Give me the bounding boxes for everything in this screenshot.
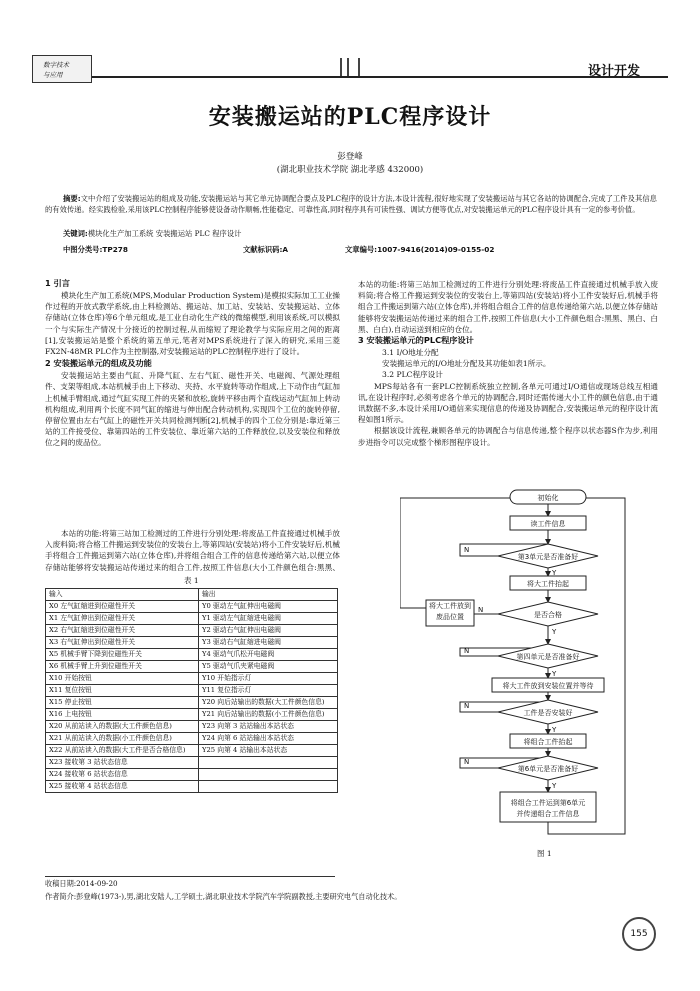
table-cell-input: X24 接收第 6 站状态信息 — [46, 769, 199, 781]
doc-code: 文献标识码:A — [243, 245, 289, 254]
fc-yes-label: Y — [552, 628, 557, 636]
table-row — [46, 613, 338, 625]
fc-decision-installed: 工件是否安装好 — [523, 709, 573, 717]
fc-lift: 将大工件抬起 — [527, 580, 569, 588]
table-row — [46, 781, 338, 793]
fc-decision-3: 第3单元是否准备好 — [517, 553, 579, 561]
table-cell-output: Y2 驱动右气缸伸出电磁阀 — [199, 625, 338, 637]
table-row — [46, 721, 338, 733]
table-row — [46, 625, 338, 637]
table-cell-output: Y5 驱动气爪夹紧电磁阀 — [199, 661, 338, 673]
affiliation: (湖北职业技术学院 湖北孝感 432000) — [276, 165, 424, 175]
table-cell-input: X20 从前站读入的数据(大工件颜色信息) — [46, 721, 199, 733]
table-cell-input: X23 接收第 3 站状态信息 — [46, 757, 199, 769]
author: 彭登峰 — [337, 152, 363, 162]
journal-name-line2: 与应用 — [43, 71, 63, 79]
section-3-1-text: 安装搬运单元的I/O地址分配及其功能如表1所示。 — [382, 359, 551, 369]
fc-decision-4: 第四单元是否准备好 — [516, 653, 580, 661]
fc-waste: 将大工件放到废品位置 — [429, 602, 471, 621]
fc-transport-1: 将组合工件运到第6单元 — [510, 799, 586, 807]
keywords-text: 模块化生产加工系统 安装搬运站 PLC 程序设计 — [87, 229, 242, 238]
table-cell-output — [199, 757, 338, 769]
clc-number: 中图分类号:TP278 — [63, 245, 128, 254]
journal-name-line1: 数字技术 — [43, 61, 69, 69]
table-cell-input: X2 右气缸缩进到位磁性开关 — [46, 625, 199, 637]
fc-init: 初始化 — [537, 494, 559, 502]
table-cell-output: Y20 向后站输出的数据(大工件颜色信息) — [199, 697, 338, 709]
section-3-1-heading: 3.1 I/O地址分配 — [382, 348, 439, 357]
figure-caption: 图 1 — [537, 849, 552, 858]
table-row — [46, 733, 338, 745]
table-cell-input: X11 复位按钮 — [46, 685, 199, 697]
left-column — [45, 277, 340, 449]
table-row — [46, 769, 338, 781]
table-cell-output: Y10 开始指示灯 — [199, 673, 338, 685]
table-cell-output: Y21 向后站输出的数据(小工件颜色信息) — [199, 709, 338, 721]
fc-transport-2: 并传递组合工件信息 — [516, 810, 580, 818]
section-3-heading: 3 安装搬运单元的PLC程序设计 — [358, 335, 474, 345]
table-cell-output: Y11 复位指示灯 — [199, 685, 338, 697]
fc-no-label: N — [478, 606, 484, 614]
section-2-paragraph-1: 安装搬运站主要由气缸、升降气缸、左右气缸、磁性开关、电磁阀、气源处理组件、支架等组成,本站机械手由上下移动、夹持、水平旋转等动作组成,上下动作由气缸加上机械手臂组成,通过气缸实现工件的夹紧和放松,旋转平移由两个直线运动气缸加上转动机构组成,利用两个长度不同气缸的缩进与伸出配合转动机构,实现四个工位的旋转停留,停留位置由左右气缸上的磁性开关共同检测判断[2],机械手的四个工位分别是:靠近第三站的工件接受位、靠第四站的工件安装位、靠近第六站的工件释放位,以及安装位和释放位之间的废品位。 — [45, 371, 340, 448]
page-number: 155 — [622, 917, 656, 951]
fc-no-label: N — [464, 758, 470, 766]
table-cell-output: Y24 向第 6 站站输出本站状态 — [199, 733, 338, 745]
right-column-continuation — [358, 279, 658, 334]
table-row — [46, 745, 338, 757]
table-cell-input: X1 左气缸伸出到位磁性开关 — [46, 613, 199, 625]
received-date: 收稿日期:2014-09-20 — [45, 879, 118, 888]
table-cell-output: Y23 向第 3 站站输出本站状态 — [199, 721, 338, 733]
fc-no-label: N — [464, 647, 470, 655]
table-cell-output: Y25 向第 4 站输出本站状态 — [199, 745, 338, 757]
table-row — [46, 757, 338, 769]
table-header-input: 输入 — [46, 589, 199, 601]
table-cell-output: Y0 驱动左气缸伸出电磁阀 — [199, 601, 338, 613]
table-row — [46, 637, 338, 649]
table-caption: 表 1 — [184, 576, 199, 585]
section-2-heading: 2 安装搬运单元的组成及功能 — [45, 358, 152, 369]
table-row — [46, 601, 338, 613]
table-header-output: 输出 — [199, 589, 338, 601]
section-3-2-paragraph-1: MPS每站各有一套PLC控制系统独立控制,各单元可通过I/O通信或现场总线互相通讯,在设计程序时,必须考虑各个单元的协调配合,同时还需传递大小工件的颜色信息,由于通讯数据不多,本设计采用I/O通信来实现信息的传递及协调配合,安装搬运单元的程序设计流程如图1所示。 — [358, 381, 658, 425]
table-cell-input: X25 接收第 4 站状态信息 — [46, 781, 199, 793]
fc-place: 将大工件放到安装位置并等待 — [502, 682, 594, 690]
table-row — [46, 673, 338, 685]
section-3-2-heading: 3.2 PLC程序设计 — [382, 370, 443, 380]
fc-decision-6: 第6单元是否准备好 — [517, 765, 579, 773]
fc-no-label: N — [464, 546, 470, 554]
table-cell-input: X10 开始按钮 — [46, 673, 199, 685]
table-header-row — [46, 589, 338, 601]
table-row — [46, 661, 338, 673]
table-row — [46, 685, 338, 697]
section-2-paragraph-2: 本站的功能:将第三站加工检测过的工件进行分别处理:将废品工件直接通过机械手放入废料筒;将合格工件搬运到安装位的安装台上,等第四站(安装站)将小工件安装好后,机械手将组合工件搬运到第六站(立体仓库),并将组合组合工件的信息传递给第六站,以便立体存储站能够将安装搬运站传递过来的组合工件,按照工件信息(大小工件颜色组合:黑黑、 — [45, 529, 340, 572]
table-cell-output — [199, 769, 338, 781]
section-1-paragraph: 模块化生产加工系统(MPS,Modular Production System)是模拟实际加工工业操作过程的开放式教学系统,由上料检测站、搬运站、加工站、安装站、安装搬运站、立体存储站(立体仓库)等6个单元组成,是工业自动化生产线的微缩模型,利用该系统,可以模拟一个与实际生产情况十分接近的控制过程,从而缩短了理论教学与实际应用之间的距离[1],安装搬运站是整个系统的第五单元,笔者对MPS系统进行了深入的研究,采用三菱FX2N-48MR PLC作为主控制器,对安装搬运站的PLC控制程序进行了设计。 — [45, 291, 340, 357]
fc-lift-assembly: 将组合工件抬起 — [523, 738, 573, 746]
flowchart — [400, 488, 640, 858]
io-table — [45, 588, 338, 793]
fc-yes-label: Y — [552, 782, 557, 790]
fc-yes-label: Y — [552, 670, 557, 678]
table-cell-input: X6 机械手臂上升到位磁性开关 — [46, 661, 199, 673]
table-cell-input: X15 停止按钮 — [46, 697, 199, 709]
fc-decision-qualified: 是否合格 — [534, 611, 562, 619]
table-cell-input: X5 机械手臂下降到位磁性开关 — [46, 649, 199, 661]
abstract — [45, 193, 657, 215]
header-rule — [92, 76, 668, 78]
io-table-wrap — [45, 588, 338, 793]
fc-no-label: N — [464, 702, 470, 710]
footnote-rule — [45, 876, 335, 877]
author-bio: 作者简介:彭登峰(1973-),男,湖北安陆人,工学硕士,湖北职业技术学院汽车学院副教授,主要研究电气自动化技术。 — [45, 892, 402, 901]
paper-title: 安装搬运站的PLC程序设计 — [208, 104, 492, 130]
section-3-2-paragraph-2: 根据该设计流程,兼顾各单元的协调配合与信息传递,整个程序以状态器S作为步,利用步进指令可以完成整个梯形图程序设计。 — [358, 426, 658, 447]
table-row — [46, 697, 338, 709]
table-row — [46, 649, 338, 661]
header-decoration — [340, 58, 362, 78]
section-label: 设计开发 — [588, 64, 641, 79]
fc-yes-label: Y — [552, 569, 557, 577]
table-cell-input: X21 从前站读入的数据(小工件颜色信息) — [46, 733, 199, 745]
keywords-label: 关键词: — [63, 229, 88, 238]
fc-yes-label: Y — [552, 726, 557, 734]
table-cell-output: Y4 驱动气爪松开电磁阀 — [199, 649, 338, 661]
table-cell-output: Y3 驱动右气缸缩进电磁阀 — [199, 637, 338, 649]
keywords — [63, 229, 241, 239]
table-cell-output — [199, 781, 338, 793]
table-cell-output: Y1 驱动左气缸缩进电磁阀 — [199, 613, 338, 625]
table-cell-input: X3 右气缸伸出到位磁性开关 — [46, 637, 199, 649]
table-cell-input: X0 左气缸缩进到位磁性开关 — [46, 601, 199, 613]
journal-logo — [32, 55, 92, 83]
table-cell-input: X16 上电按钮 — [46, 709, 199, 721]
article-number: 文章编号:1007-9416(2014)09-0155-02 — [345, 245, 495, 254]
table-cell-input: X22 从前站读入的数据(大工件是否合格信息) — [46, 745, 199, 757]
fc-read: 读工件信息 — [530, 520, 566, 528]
section-1-heading: 1 引言 — [45, 278, 70, 288]
table-row — [46, 709, 338, 721]
abstract-label: 摘要: — [63, 194, 81, 203]
abstract-text: 文中介绍了安装搬运站的组成及功能,安装搬运站与其它单元协调配合要点及PLC程序的设计方法,本设计流程,很好地实现了安装搬运站与其它各站的协调配合,完成了工件及其信息的有效传递。经实践检验,采用该PLC控制程序能够使设备动作顺畅,性能稳定、可靠性高,同时程序具有可读性强、调试方便等优点,对安装搬运单元的PLC程序设计具有一定的参考价值。 — [45, 194, 657, 214]
left-column-continued — [45, 528, 340, 573]
section-2-paragraph-2-tail: 本站的功能:将第三站加工检测过的工件进行分别处理:将废品工件直接通过机械手放入废料筒;将合格工件搬运到安装位的安装台上,等第四站(安装站)将小工件安装好后,机械手将组合工件搬运到第六站(立体仓库),并将组合组合工件的信息传递给第六站,以便立体存储站能够将安装搬运站传递过来的组合工件,按照工件信息(大小工件颜色组合:黑黑、黑白、白黑、白白),自动运送到相应的仓位。 — [358, 280, 658, 334]
